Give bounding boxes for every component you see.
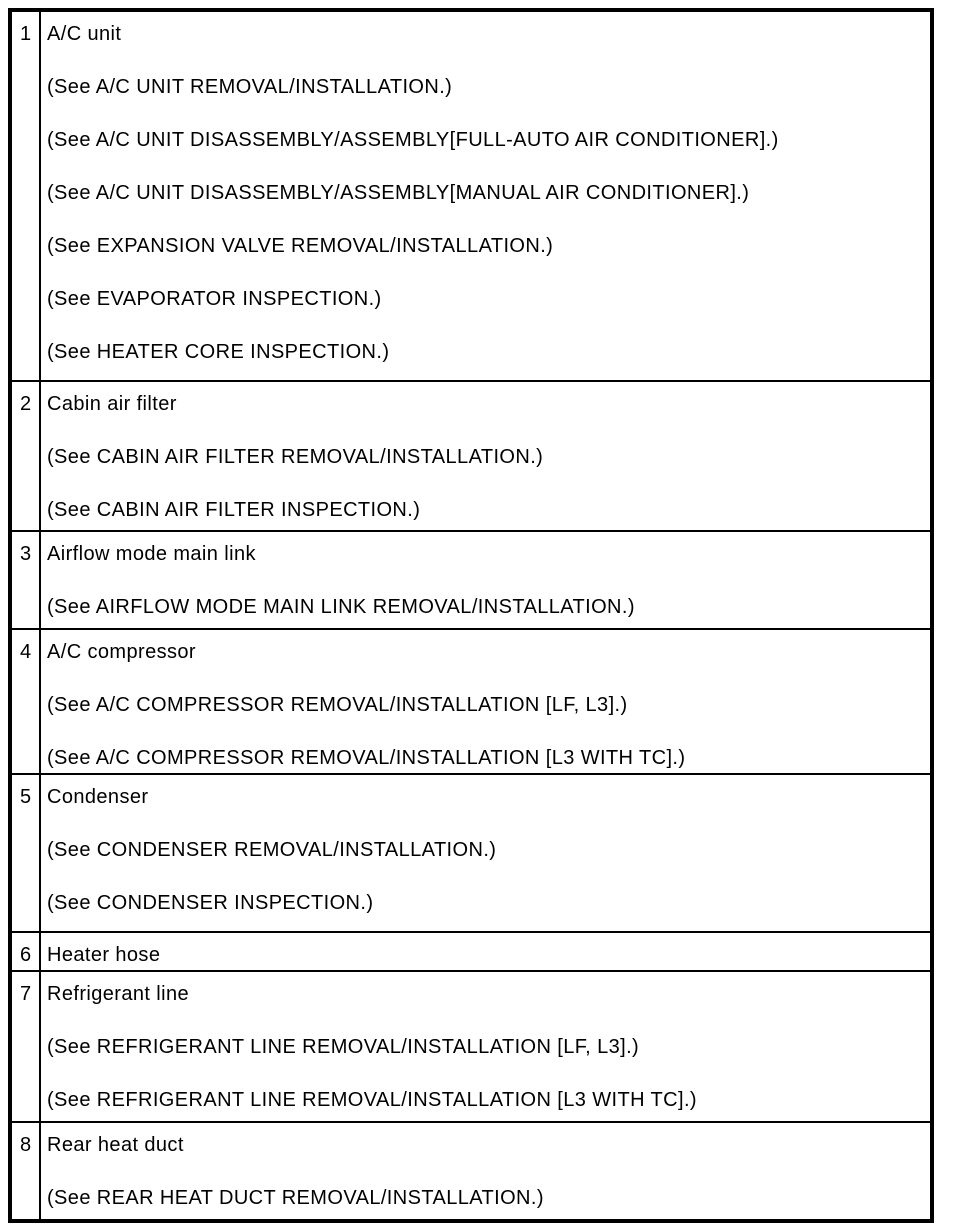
see-reference: (See CABIN AIR FILTER REMOVAL/INSTALLATION.) bbox=[47, 446, 544, 468]
see-reference: (See HEATER CORE INSPECTION.) bbox=[47, 341, 390, 363]
row-description-cell bbox=[40, 10, 932, 381]
see-reference: (See AIRFLOW MODE MAIN LINK REMOVAL/INSTALLATION.) bbox=[47, 596, 635, 618]
see-reference: (See CONDENSER INSPECTION.) bbox=[47, 892, 374, 914]
row-description-cell bbox=[40, 629, 932, 774]
see-reference: (See CABIN AIR FILTER INSPECTION.) bbox=[47, 499, 421, 521]
part-name: Refrigerant line bbox=[47, 983, 190, 1005]
table-row bbox=[10, 629, 932, 774]
see-reference: (See A/C UNIT DISASSEMBLY/ASSEMBLY[FULL-AUTO AIR CONDITIONER].) bbox=[47, 129, 779, 151]
row-number: 8 bbox=[10, 1122, 40, 1221]
part-name: Heater hose bbox=[47, 944, 161, 966]
see-reference: (See A/C COMPRESSOR REMOVAL/INSTALLATION [L3 WITH TC].) bbox=[47, 747, 686, 769]
part-name: A/C unit bbox=[47, 23, 122, 45]
see-reference: (See A/C UNIT REMOVAL/INSTALLATION.) bbox=[47, 76, 453, 98]
row-number: 5 bbox=[10, 774, 40, 932]
row-number: 1 bbox=[10, 10, 40, 381]
part-name: Condenser bbox=[47, 786, 149, 808]
parts-reference-table bbox=[8, 8, 934, 1223]
table-row bbox=[10, 10, 932, 381]
part-name: Cabin air filter bbox=[47, 393, 177, 415]
part-name: Rear heat duct bbox=[47, 1134, 184, 1156]
table-row bbox=[10, 774, 932, 932]
parts-table-body bbox=[10, 10, 932, 1221]
part-name: Airflow mode main link bbox=[47, 543, 256, 565]
row-number: 3 bbox=[10, 531, 40, 629]
see-reference: (See A/C UNIT DISASSEMBLY/ASSEMBLY[MANUAL AIR CONDITIONER].) bbox=[47, 182, 750, 204]
see-reference: (See A/C COMPRESSOR REMOVAL/INSTALLATION [LF, L3].) bbox=[47, 694, 628, 716]
table-row bbox=[10, 971, 932, 1122]
see-reference: (See REFRIGERANT LINE REMOVAL/INSTALLATION [L3 WITH TC].) bbox=[47, 1089, 697, 1111]
row-description-cell bbox=[40, 531, 932, 629]
table-row bbox=[10, 381, 932, 531]
see-reference: (See REFRIGERANT LINE REMOVAL/INSTALLATION [LF, L3].) bbox=[47, 1036, 640, 1058]
table-row bbox=[10, 1122, 932, 1221]
row-description-cell bbox=[40, 932, 932, 971]
part-name: A/C compressor bbox=[47, 641, 196, 663]
see-reference: (See EXPANSION VALVE REMOVAL/INSTALLATION.) bbox=[47, 235, 554, 257]
row-description-cell bbox=[40, 1122, 932, 1221]
row-number: 2 bbox=[10, 381, 40, 531]
row-description-cell bbox=[40, 971, 932, 1122]
row-number: 6 bbox=[10, 932, 40, 971]
row-number: 7 bbox=[10, 971, 40, 1122]
table-row bbox=[10, 932, 932, 971]
see-reference: (See CONDENSER REMOVAL/INSTALLATION.) bbox=[47, 839, 497, 861]
row-description-cell bbox=[40, 774, 932, 932]
row-description-cell bbox=[40, 381, 932, 531]
row-number: 4 bbox=[10, 629, 40, 774]
see-reference: (See REAR HEAT DUCT REMOVAL/INSTALLATION.) bbox=[47, 1187, 544, 1209]
see-reference: (See EVAPORATOR INSPECTION.) bbox=[47, 288, 382, 310]
table-row bbox=[10, 531, 932, 629]
